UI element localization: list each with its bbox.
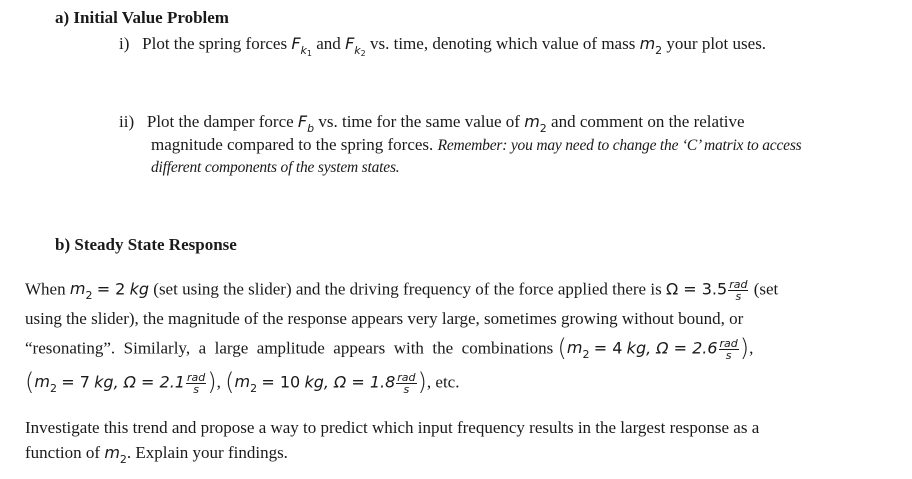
item-i-and: and <box>316 34 341 53</box>
item-i-marker: i) <box>119 34 130 53</box>
item-i <box>119 34 766 57</box>
item-i-text-1: Plot the spring forces <box>142 34 288 53</box>
item-ii-text-2: vs. time for the same value of <box>318 112 520 131</box>
m2-symbol: $m_2$ <box>639 34 663 57</box>
paragraph-2-line-2: function of $m_2$. Explain your findings. <box>25 443 288 466</box>
paragraph-2-line-1: Investigate this trend and propose a way to predict which input frequency results in the largest response as a <box>25 418 760 437</box>
item-ii-line-2-italic: Remember: you may need to change the ‘C’ matrix to access <box>437 137 802 154</box>
item-ii-line-2 <box>151 135 802 156</box>
section-a-heading: a) Initial Value Problem <box>55 8 229 27</box>
paragraph-1-line-2: using the slider), the magnitude of the response appears very large, sometimes growing without bound, or <box>25 309 744 328</box>
item-ii-line-3: different components of the system states. <box>151 159 400 176</box>
paragraph-1-line-3: “resonating”. Similarly, a large amplitude appears with the combinations ($m_2 = 4$ kg, Ω = 2.6 $\frac{\text{rad}}{s}$ ), <box>25 333 754 362</box>
item-ii-text-1: Plot the damper force <box>146 112 294 131</box>
f-k2-symbol: $F_{k2}$ <box>345 34 366 58</box>
f-b-symbol: $F_b$ <box>297 112 315 135</box>
paragraph-1-line-4: ($m_2 = 7$ kg, Ω = 2.1 $\frac{\text{rad}}{s}$ ), ($m_2 = 10$ kg, Ω = 1.8 $\frac{\text{rad}}{s}$ ), etc. <box>25 367 460 396</box>
item-ii-line-1 <box>119 112 745 134</box>
m2-symbol: $m_2$ <box>524 112 547 135</box>
f-k1-symbol: $F_{k1}$ <box>291 34 313 58</box>
item-i-text-3: your plot uses. <box>666 34 767 53</box>
paragraph-1-line-1: When $m_2 = 2$ kg (set using the slider) and the driving frequency of the force applied there is Ω = 3.5 $\frac{\text{rad}}{s}$ (set <box>25 278 779 303</box>
item-ii-line-2-plain: magnitude compared to the spring forces. <box>151 135 434 154</box>
rad-per-s-fraction: $\frac{\text{rad}}{s}$ <box>729 278 748 303</box>
item-ii-text-3: and comment on the relative <box>551 112 745 131</box>
item-ii-marker: ii) <box>119 112 135 131</box>
section-b-heading: b) Steady State Response <box>55 235 237 254</box>
item-i-text-2: vs. time, denoting which value of mass <box>369 34 636 53</box>
